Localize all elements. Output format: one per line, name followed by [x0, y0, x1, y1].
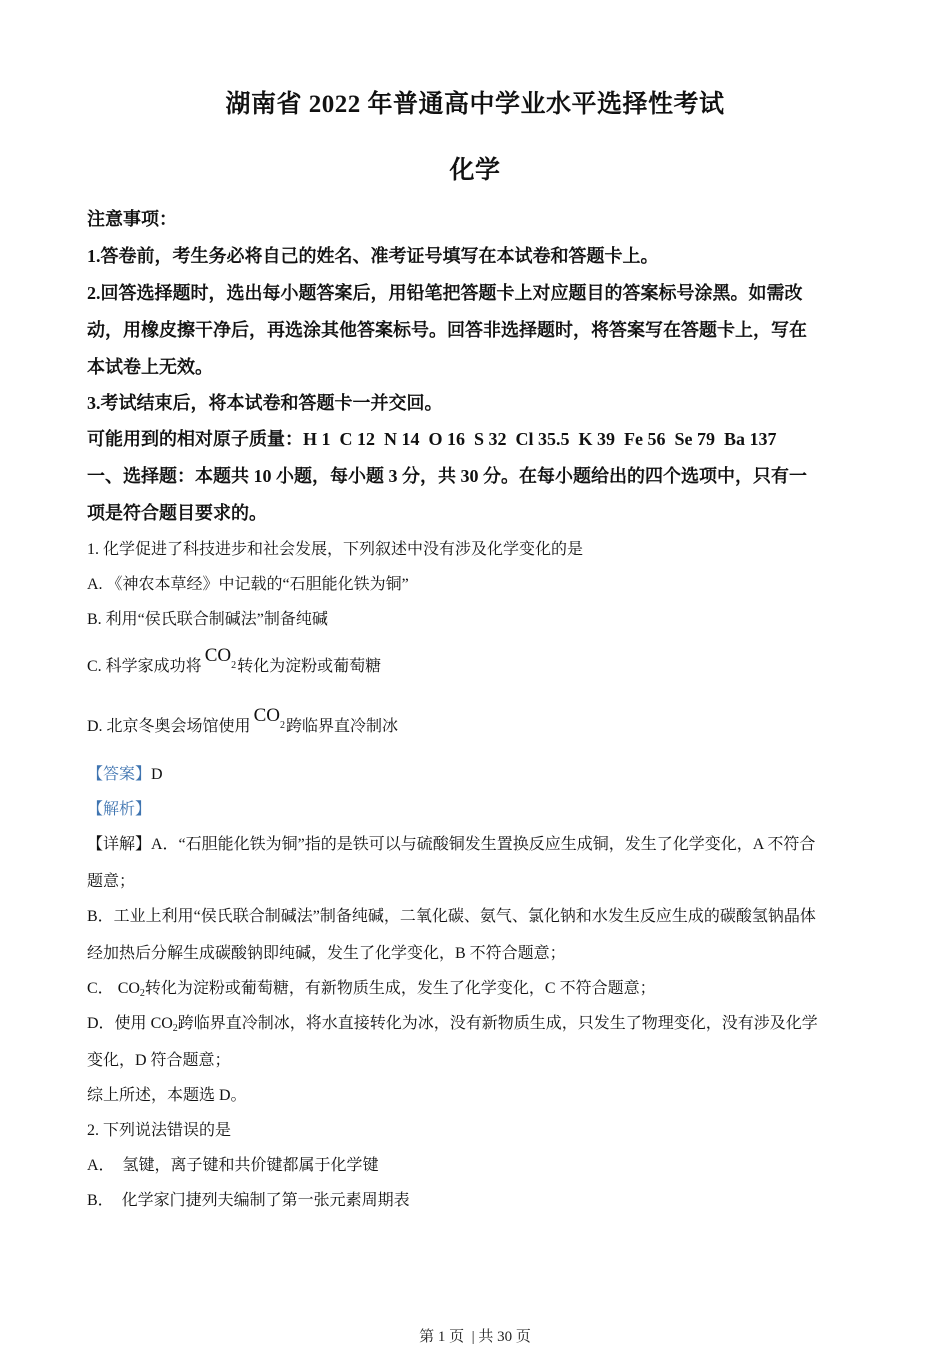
co2-formula [204, 645, 237, 671]
detail-d-prefix: D．使用 [87, 1015, 151, 1032]
notice-item-2: 2.回答选择题时，选出每小题答案后，用铅笔把答题卡上对应题目的答案标号涂黑。如需改 [87, 283, 803, 303]
co2-main: CO [253, 705, 280, 726]
option-d-prefix: D. 北京冬奥会场馆使用 [87, 718, 251, 735]
question-1-option-c [87, 645, 382, 679]
detail-line-d-cont: 变化，D 符合题意； [87, 1052, 231, 1069]
exam-title: 湖南省 2022 年普通高中学业水平选择性考试 [225, 91, 725, 118]
analysis-label: 【解析】 [87, 801, 152, 818]
option-d-suffix: 跨临界直冷制冰 [285, 718, 398, 735]
section-1-heading-cont: 项是符合题目要求的。 [87, 503, 267, 523]
answer-value: D [151, 766, 163, 783]
co2-sub: 2 [279, 719, 285, 731]
detail-line-d [87, 1010, 818, 1034]
detail-c-suffix: 转化为淀粉或葡萄糖，有新物质生成，发生了化学变化，C 不符合题意； [144, 980, 656, 997]
question-2-option-b: B． 化学家门捷列夫编制了第一张元素周期表 [87, 1192, 410, 1209]
co2-sub: 2 [172, 1023, 178, 1034]
question-1-option-a: A. 《神农本草经》中记载的“石胆能化铁为铜” [87, 576, 409, 593]
detail-line-3: B．工业上利用“侯氏联合制碱法”制备纯碱，二氧化碳、氨气、氯化钠和水发生反应生成的碳酸氢钠晶体 [87, 908, 816, 925]
detail-line-2: 题意； [87, 873, 136, 890]
question-2-stem: 2. 下列说法错误的是 [87, 1122, 232, 1139]
notice-item-2-end: 本试卷上无效。 [87, 357, 213, 377]
co2-sub: 2 [139, 988, 145, 999]
answer-line [87, 761, 163, 784]
co2-main: CO [204, 645, 232, 666]
atomic-masses: 可能用到的相对原子质量：H 1 C 12 N 14 O 16 S 32 Cl 35.5 K 39 Fe 56 Se 79 Ba 137 [87, 429, 777, 449]
conclusion: 综上所述，本题选 D。 [87, 1087, 247, 1104]
section-1-heading: 一、选择题：本题共 10 小题，每小题 3 分，共 30 分。在每小题给出的四个选项中，只有一 [87, 466, 807, 486]
co2-sub: 2 [231, 659, 237, 671]
detail-line-4: 经加热后分解生成碳酸钠即纯碱，发生了化学变化，B 不符合题意； [87, 945, 566, 962]
page-footer: 第 1 页 | 共 30 页 [419, 1329, 531, 1345]
question-1-stem: 1. 化学促进了科技进步和社会发展，下列叙述中没有涉及化学变化的是 [87, 541, 584, 558]
detail-c-prefix: C． [87, 980, 118, 997]
co2-main: CO [117, 980, 140, 997]
detail-line-1: 【详解】A．“石胆能化铁为铜”指的是铁可以与硫酸铜发生置换反应生成铜，发生了化学变化，A 不符合 [87, 836, 816, 853]
notice-item-2-cont: 动，用橡皮擦干净后，再选涂其他答案标号。回答非选择题时，将答案写在答题卡上，写在 [87, 320, 807, 340]
co2-formula [253, 705, 285, 731]
detail-d-suffix: 跨临界直冷制冰，将水直接转化为冰，没有新物质生成，只发生了物理变化，没有涉及化学 [177, 1015, 818, 1032]
notice-heading: 注意事项： [87, 209, 177, 229]
answer-label: 【答案】 [87, 766, 152, 783]
notice-item-3: 3.考试结束后，将本试卷和答题卡一并交回。 [87, 393, 443, 413]
co2-main: CO [150, 1015, 173, 1032]
notice-item-1: 1.答卷前，考生务必将自己的姓名、准考证号填写在本试卷和答题卡上。 [87, 246, 659, 266]
question-1-option-d [87, 705, 398, 739]
subject-title: 化学 [449, 157, 501, 184]
option-c-prefix: C. 科学家成功将 [87, 658, 202, 675]
question-2-option-a: A． 氢键，离子键和共价键都属于化学键 [87, 1157, 379, 1174]
option-c-suffix: 转化为淀粉或葡萄糖 [237, 658, 382, 675]
question-1-option-b: B. 利用“侯氏联合制碱法”制备纯碱 [87, 611, 328, 628]
detail-line-c [87, 975, 656, 999]
